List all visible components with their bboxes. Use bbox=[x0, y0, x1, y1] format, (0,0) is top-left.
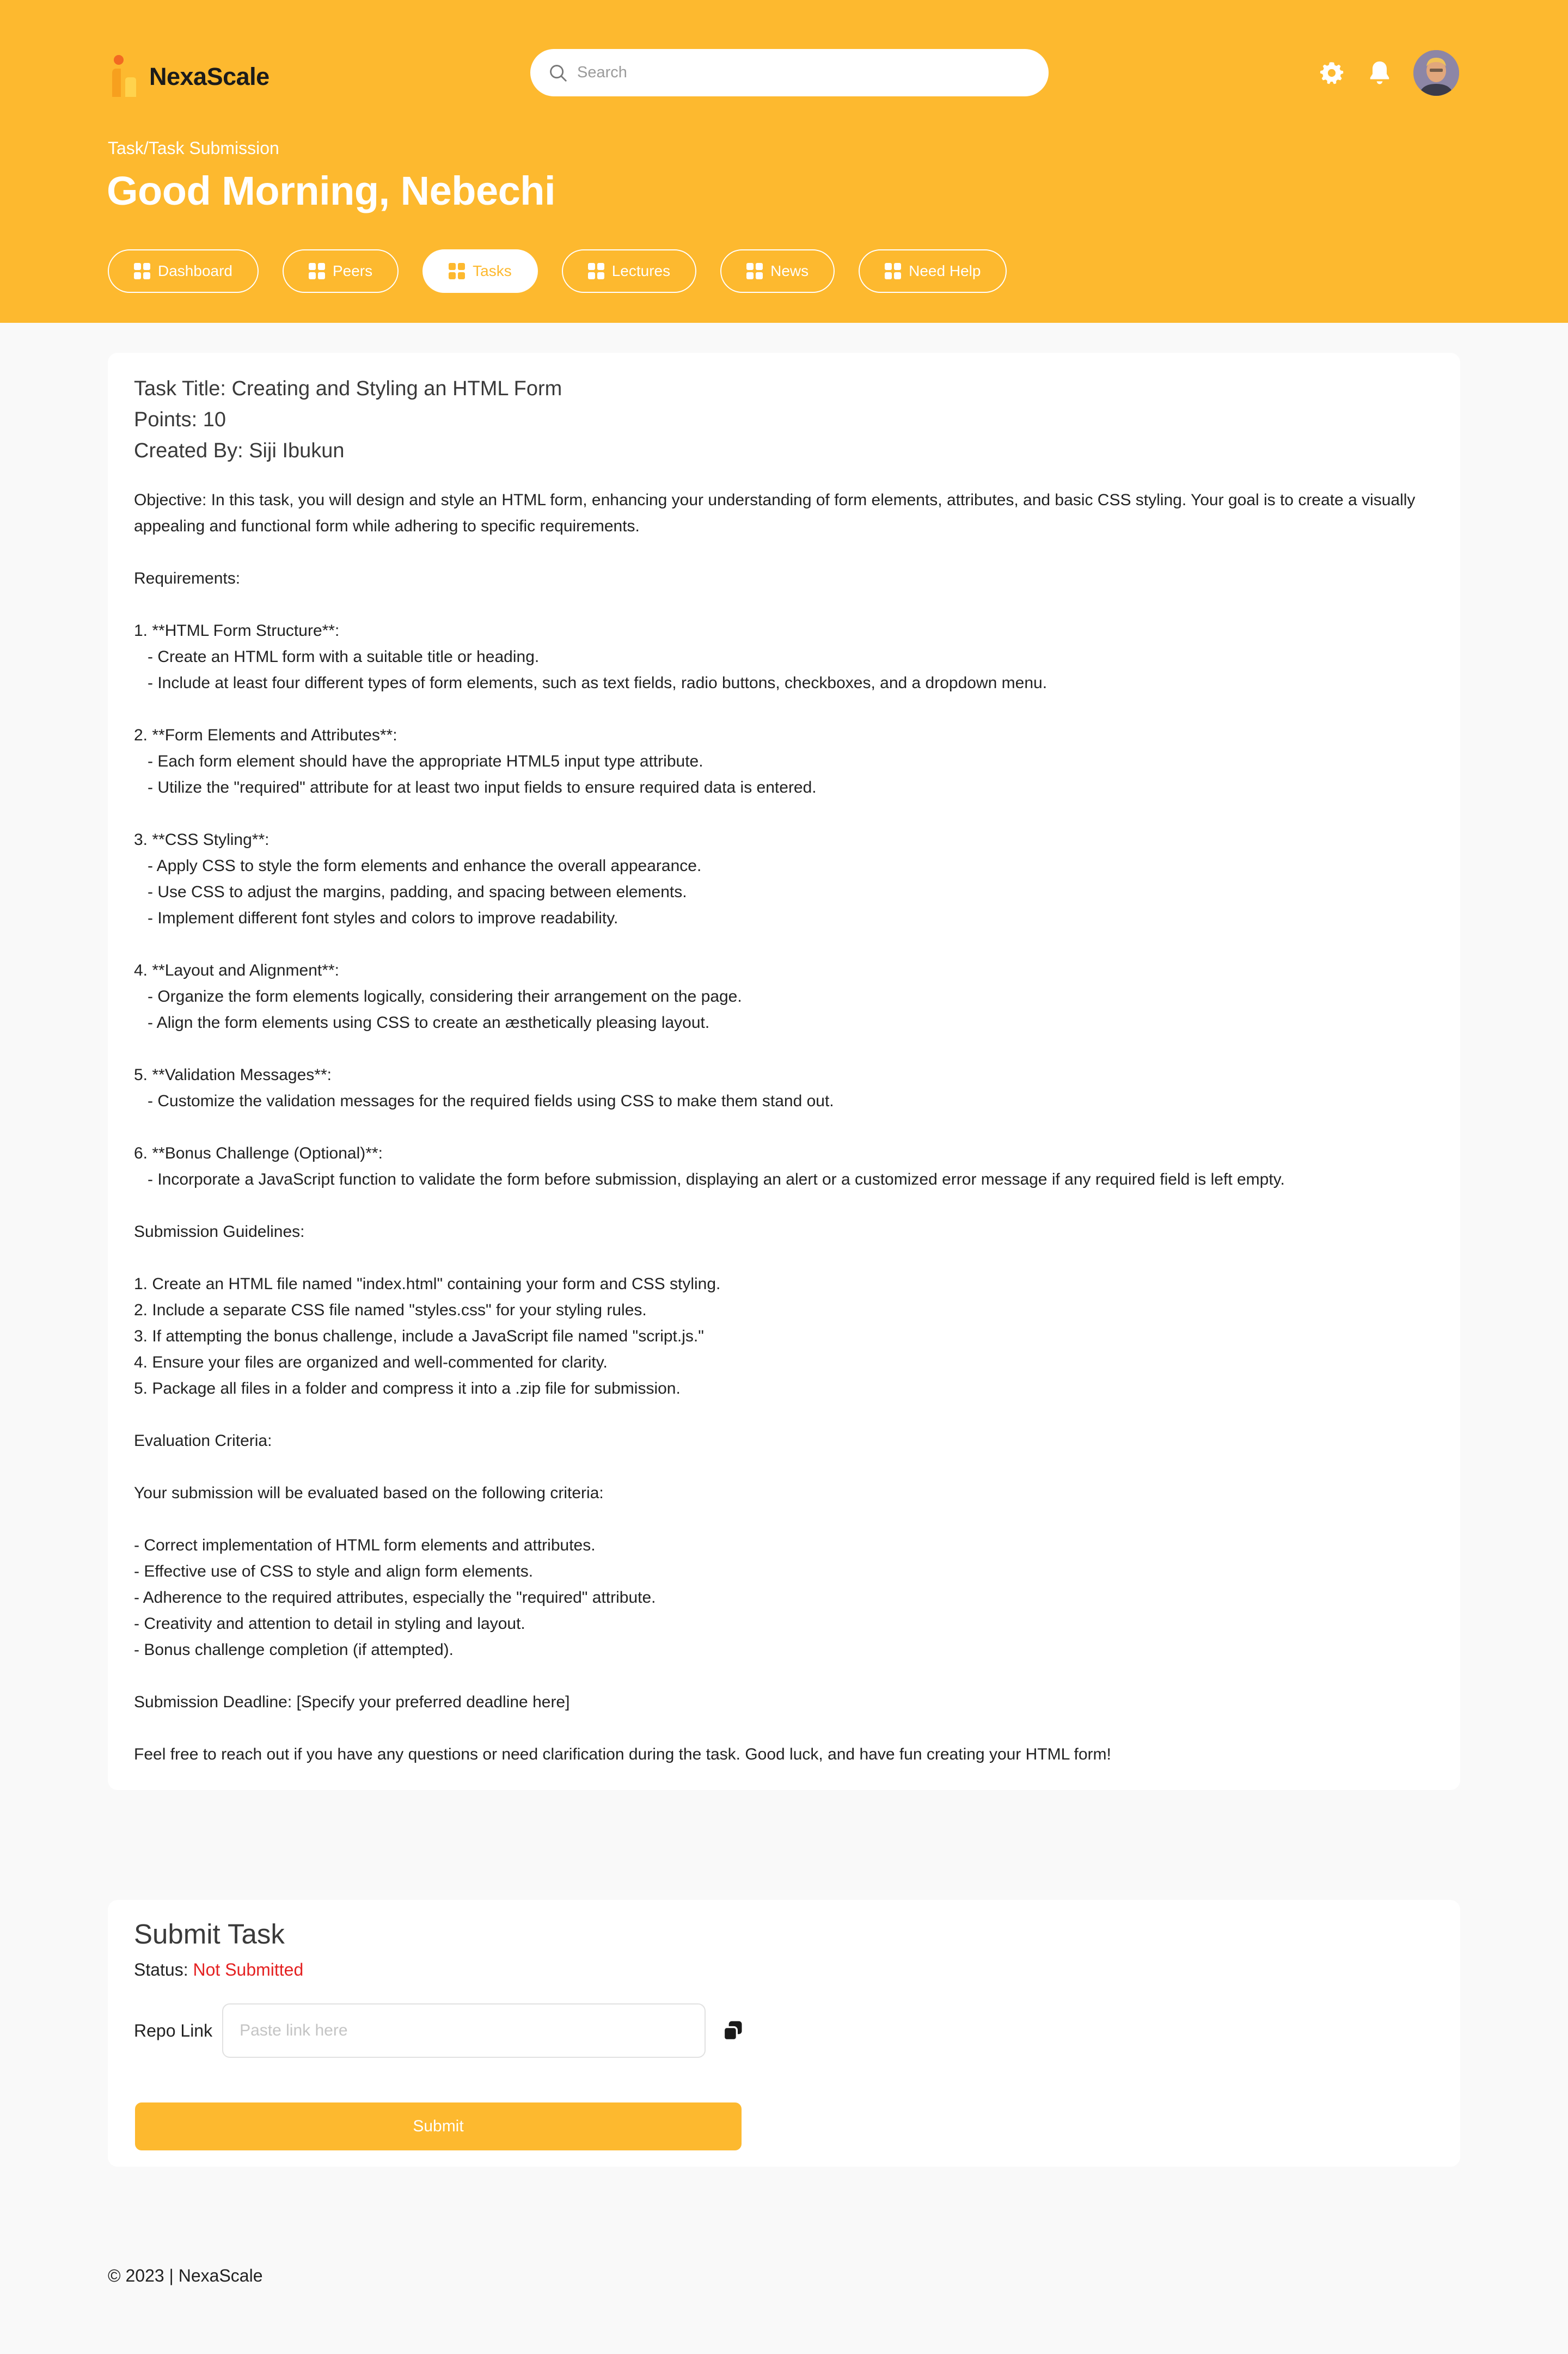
grid-icon bbox=[588, 263, 604, 279]
task-created-by: Created By: Siji Ibukun bbox=[134, 439, 345, 462]
copy-icon[interactable] bbox=[721, 2019, 745, 2043]
avatar[interactable] bbox=[1413, 50, 1459, 96]
tab-news[interactable] bbox=[720, 249, 835, 293]
repo-link-input[interactable] bbox=[222, 2003, 706, 2058]
task-details-card bbox=[108, 353, 1460, 1790]
search-bar bbox=[530, 49, 1049, 96]
grid-icon bbox=[746, 263, 763, 279]
app-name: NexaScale bbox=[149, 63, 270, 90]
tab-label: Peers bbox=[332, 262, 373, 279]
task-points: Points: 10 bbox=[134, 408, 226, 431]
tab-need-help[interactable] bbox=[859, 249, 1007, 293]
submit-button[interactable]: Submit bbox=[135, 2102, 742, 2150]
grid-icon bbox=[885, 263, 901, 279]
tab-label: News bbox=[770, 262, 809, 279]
tab-lectures[interactable] bbox=[562, 249, 696, 293]
bell-icon[interactable] bbox=[1364, 58, 1395, 88]
settings-icon[interactable] bbox=[1316, 58, 1347, 88]
status-label: Status: bbox=[134, 1960, 188, 1979]
page-title: Good Morning, Nebechi bbox=[107, 168, 556, 213]
tab-tasks[interactable] bbox=[422, 249, 538, 293]
grid-icon bbox=[134, 263, 150, 279]
submit-title: Submit Task bbox=[134, 1918, 285, 1950]
search-icon bbox=[548, 63, 568, 83]
breadcrumb: Task/Task Submission bbox=[108, 138, 279, 158]
nav-tabs bbox=[108, 249, 1007, 293]
repo-link-label: Repo Link bbox=[134, 2020, 213, 2040]
task-description: Objective: In this task, you will design and style an HTML form, enhancing your understanding of form elements, attributes, and basic CSS styling. Your goal is to create a visually appealing and functional form while adhering to specific requirements. Requirements: 1. **HTML Form Structure**: - Create an HTML form with a suitable title or heading. - Include at least four different types of form elements, such as text fields, radio buttons, checkboxes, and a dropdown menu. 2. **Form Elements and Attributes**: - Each form element should have the appropriate HTML5 input type attribute. - Utilize the "required" attribute for at least two input fields to ensure required data is entered. 3. **CSS Styling**: - Apply CSS to style the form elements and enhance the overall appearance. - Use CSS to adjust the margins, padding, and spacing between elements. - Implement different font styles and colors to improve readability. 4. **Layout and Alignment**: - Organize the form elements logically, considering their arrangement on the page. - Align the form elements using CSS to create an æsthetically pleasing layout. 5. **Validation Messages**: - Customize the validation messages for the required fields using CSS to make them stand out. 6. **Bonus Challenge (Optional)**: - Incorporate a JavaScript function to validate the form before submission, displaying an alert or a customized error message if any required field is left empty. Submission Guidelines: 1. Create an HTML file named "index.html" containing your form and CSS styling. 2. Include a separate CSS file named "styles.css" for your styling rules. 3. If attempting the bonus challenge, include a JavaScript file named "script.js." 4. Ensure your files are organized and well-commented for clarity. 5. Package all files in a folder and compress it into a .zip file for submission. Evaluation Criteria: Your submission will be evaluated based on the following criteria: - Correct implementation of HTML form elements and attributes. - Effective use of CSS to style and align form elements. - Adherence to the required attributes, especially the "required" attribute. - Creativity and attention to detail in styling and layout. - Bonus challenge completion (if attempted). Submission Deadline: [Specify your preferred deadline here] Feel free to reach out if you have any questions or need clarification during the task. Good luck, and have fun creating your HTML form! bbox=[134, 491, 1416, 1763]
status-badge: Not Submitted bbox=[193, 1960, 304, 1979]
app-logo[interactable] bbox=[107, 53, 270, 100]
search-input[interactable] bbox=[577, 64, 1024, 82]
tab-peers[interactable] bbox=[283, 249, 399, 293]
tab-label: Need Help bbox=[909, 262, 981, 279]
tab-label: Tasks bbox=[473, 262, 512, 279]
repo-link-row bbox=[134, 2003, 745, 2058]
grid-icon bbox=[309, 263, 325, 279]
tab-label: Dashboard bbox=[158, 262, 232, 279]
tab-dashboard[interactable] bbox=[108, 249, 259, 293]
header-bar bbox=[0, 0, 1568, 323]
logo-icon bbox=[107, 53, 139, 100]
footer-copyright: © 2023 | NexaScale bbox=[108, 2266, 263, 2285]
grid-icon bbox=[449, 263, 465, 279]
tab-label: Lectures bbox=[611, 262, 671, 279]
task-title: Task Title: Creating and Styling an HTML Form bbox=[134, 377, 562, 400]
submit-task-card bbox=[108, 1900, 1460, 2167]
submission-status bbox=[134, 1960, 1434, 1980]
